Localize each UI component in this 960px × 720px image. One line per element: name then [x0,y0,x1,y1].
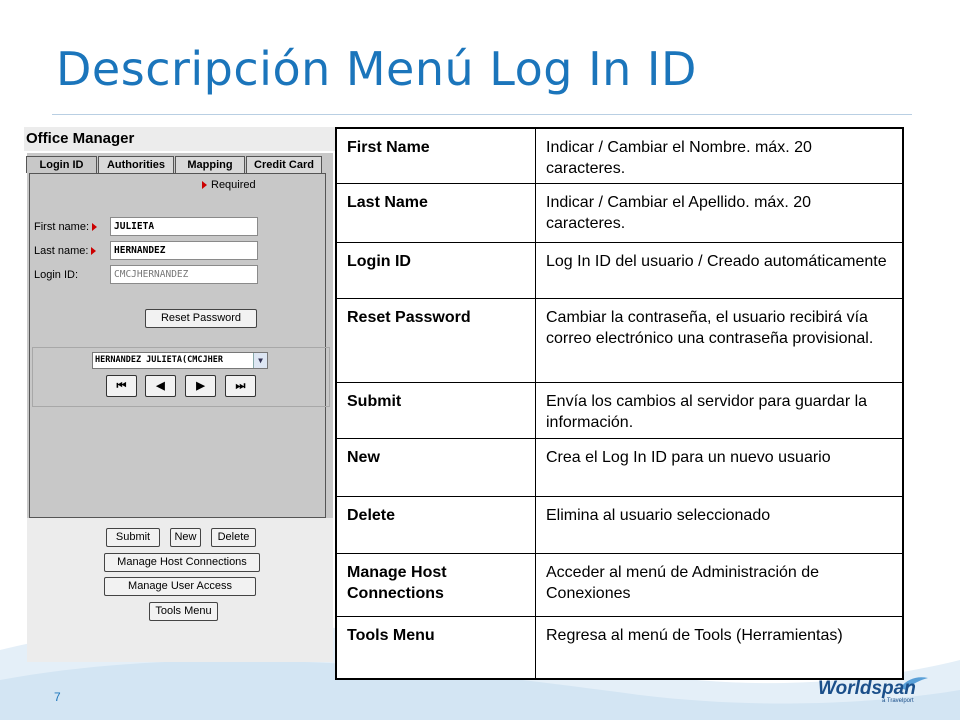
row-key: Last Name [336,184,536,243]
previous-record-button[interactable]: ◀ [145,375,176,397]
row-key: New [336,439,536,497]
last-name-input[interactable]: HERNANDEZ [110,241,258,260]
first-record-button[interactable]: ⏮ [106,375,137,397]
required-indicator [202,179,256,191]
delete-button[interactable]: Delete [211,528,256,547]
row-description: Log In ID del usuario / Creado automáticamente [536,243,904,299]
slide-title: Descripción Menú Log In ID [56,42,697,96]
table-row [336,554,903,617]
manage-host-connections-button[interactable]: Manage Host Connections [104,553,260,572]
table-row [336,243,903,299]
tab-authorities[interactable]: Authorities [98,156,174,173]
worldspan-logo [818,676,928,712]
row-description: Indicar / Cambiar el Nombre. máx. 20 caracteres. [536,128,904,184]
row-key: Manage Host Connections [336,554,536,617]
first-name-label: First name: [34,221,101,233]
table-row [336,439,903,497]
logo-subtext: a Travelport [882,698,914,704]
row-key: Login ID [336,243,536,299]
first-name-input[interactable]: JULIETA [110,217,258,236]
table-row [336,617,903,679]
last-name-label: Last name: [34,245,100,257]
description-table [335,127,904,680]
new-button[interactable]: New [170,528,201,547]
tab-bar [26,156,323,173]
tools-menu-button[interactable]: Tools Menu [149,602,218,621]
office-manager-panel [24,127,336,662]
last-record-button[interactable]: ⏭ [225,375,256,397]
row-description: Crea el Log In ID para un nuevo usuario [536,439,904,497]
next-record-button[interactable]: ▶ [185,375,216,397]
row-key: Reset Password [336,299,536,383]
row-key: Delete [336,497,536,554]
table-row [336,128,903,184]
row-description: Acceder al menú de Administración de Conexiones [536,554,904,617]
required-arrow-icon [92,223,97,231]
row-key: Submit [336,383,536,439]
row-description: Indicar / Cambiar el Apellido. máx. 20 caracteres. [536,184,904,243]
user-select[interactable] [92,352,268,369]
table-row [336,299,903,383]
table-row [336,497,903,554]
tab-mapping[interactable]: Mapping [175,156,245,173]
login-id-label: Login ID: [34,269,79,281]
office-manager-title: Office Manager [24,127,336,151]
row-key: Tools Menu [336,617,536,679]
login-id-input[interactable]: CMCJHERNANDEZ [110,265,258,284]
row-description: Envía los cambios al servidor para guardar la información. [536,383,904,439]
manage-user-access-button[interactable]: Manage User Access [104,577,256,596]
row-description: Cambiar la contraseña, el usuario recibirá vía correo electrónico una contraseña provisional. [536,299,904,383]
table-row [336,383,903,439]
row-description: Regresa al menú de Tools (Herramientas) [536,617,904,679]
required-arrow-icon [91,247,96,255]
submit-button[interactable]: Submit [106,528,160,547]
required-arrow-icon [202,181,207,189]
row-key: First Name [336,128,536,184]
title-divider [52,114,912,115]
tab-credit-card[interactable]: Credit Card [246,156,322,173]
user-select-value: HERNANDEZ JULIETA(CMCJHER [95,355,223,365]
tab-login-id[interactable]: Login ID [26,156,97,173]
reset-password-button[interactable]: Reset Password [145,309,257,328]
page-number: 7 [54,690,61,704]
table-row [336,184,903,243]
logo-wordmark: Worldspan [818,678,916,699]
row-description: Elimina al usuario seleccionado [536,497,904,554]
chevron-down-icon[interactable]: ▼ [253,353,267,368]
required-label: Required [211,179,256,191]
